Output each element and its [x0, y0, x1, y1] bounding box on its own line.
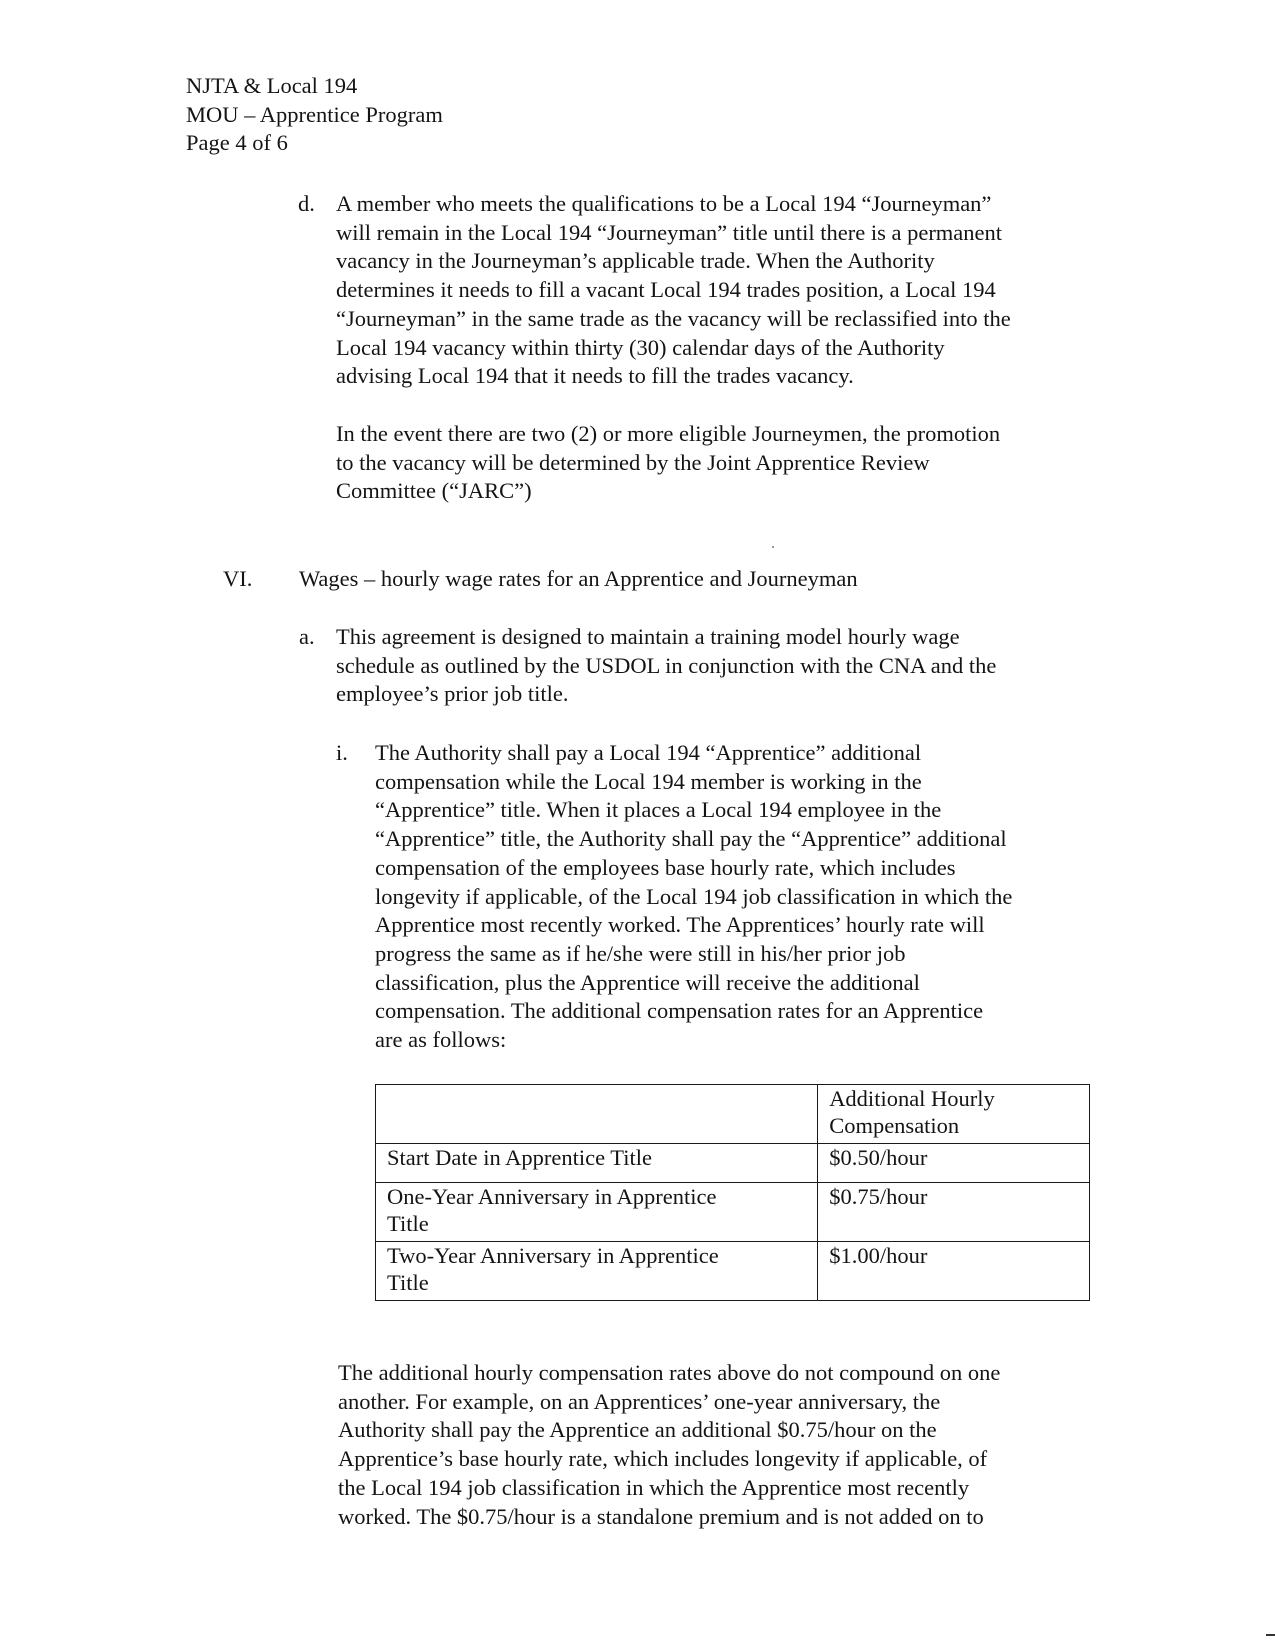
- paragraph-line: will remain in the Local 194 “Journeyman” title until there is a permanent: [336, 219, 1003, 245]
- table-cell-text: Title: [387, 1210, 429, 1236]
- paragraph-line: advising Local 194 that it needs to fill the trades vacancy.: [336, 363, 854, 389]
- paragraph-d: [336, 190, 1106, 391]
- paragraph-line: worked. The $0.75/hour is a standalone premium and is not added on to: [338, 1503, 984, 1529]
- paragraph-line: determines it needs to fill a vacant Local 194 trades position, a Local 194: [336, 277, 996, 303]
- paragraph-line: progress the same as if he/she were still in his/her prior job: [375, 940, 906, 966]
- paragraph-line: vacancy in the Journeyman’s applicable trade. When the Authority: [336, 248, 935, 274]
- list-marker-i: i.: [336, 740, 348, 765]
- table-cell-value: $1.00/hour: [818, 1242, 1090, 1301]
- table-cell-text: Two-Year Anniversary in Apprentice: [387, 1243, 719, 1268]
- header-line-2: MOU – Apprentice Program: [186, 101, 443, 127]
- paragraph-line: “Apprentice” title. When it places a Local 194 employee in the: [375, 797, 942, 823]
- paragraph-line: This agreement is designed to maintain a training model hourly wage: [336, 624, 960, 649]
- paragraph-line: are as follows:: [375, 1027, 507, 1053]
- header-line-1: NJTA & Local 194: [186, 73, 358, 98]
- paragraph-line: to the vacancy will be determined by the Joint Apprentice Review: [336, 449, 930, 475]
- paragraph-line: schedule as outlined by the USDOL in conjunction with the CNA and the: [336, 652, 997, 678]
- compensation-rates-table: [375, 1084, 1090, 1301]
- paragraph-line: “Apprentice” title, the Authority shall pay the “Apprentice” additional: [375, 826, 1007, 852]
- paragraph-line: A member who meets the qualifications to be a Local 194 “Journeyman”: [336, 191, 992, 216]
- paragraph-line: The Authority shall pay a Local 194 “Apprentice” additional: [375, 740, 922, 765]
- table-cell-text: Title: [387, 1269, 429, 1295]
- paragraph-line: Apprentice most recently worked. The Apprentices’ hourly rate will: [375, 912, 985, 938]
- header-page-number: Page 4 of 6: [186, 130, 288, 156]
- table-header-cell: [818, 1085, 1090, 1144]
- paragraph-line: In the event there are two (2) or more eligible Journeymen, the promotion: [336, 421, 1001, 446]
- list-marker-d: d.: [298, 191, 315, 216]
- table-row: [376, 1242, 1090, 1301]
- table-cell-text: Start Date in Apprentice Title: [387, 1145, 652, 1170]
- table-cell-value: $0.50/hour: [818, 1144, 1090, 1183]
- table-row: [376, 1183, 1090, 1242]
- table-header-text: Compensation: [829, 1112, 960, 1138]
- section-number: VI.: [223, 566, 253, 591]
- paragraph-line: Local 194 vacancy within thirty (30) calendar days of the Authority: [336, 334, 945, 360]
- table-row: [376, 1144, 1090, 1183]
- paragraph-line: another. For example, on an Apprentices’ one-year anniversary, the: [338, 1388, 941, 1414]
- paragraph-d-followup: [336, 420, 1106, 506]
- table-header-row: [376, 1085, 1090, 1144]
- paragraph-line: classification, plus the Apprentice will receive the additional: [375, 969, 920, 995]
- paragraph-line: The additional hourly compensation rates above do not compound on one: [338, 1360, 1001, 1385]
- table-cell-text: One-Year Anniversary in Apprentice: [387, 1184, 717, 1209]
- paragraph-line: Authority shall pay the Apprentice an additional $0.75/hour on the: [338, 1417, 937, 1443]
- paragraph-line: Apprentice’s base hourly rate, which includes longevity if applicable, of: [338, 1446, 988, 1472]
- table-header-cell-empty: [376, 1085, 818, 1144]
- table-cell-label: [376, 1144, 818, 1183]
- table-cell-label: [376, 1242, 818, 1301]
- paragraph-i: [375, 739, 1105, 1055]
- paragraph-note: [338, 1359, 1118, 1531]
- table-header-text: Additional Hourly: [829, 1086, 995, 1111]
- paragraph-a: [336, 623, 1106, 709]
- paragraph-line: compensation of the employees base hourly rate, which includes: [375, 854, 956, 880]
- table-cell-label: [376, 1183, 818, 1242]
- paragraph-line: compensation. The additional compensation rates for an Apprentice: [375, 998, 984, 1024]
- scan-edge-mark: [1266, 1634, 1275, 1636]
- paragraph-line: employee’s prior job title.: [336, 681, 569, 707]
- paragraph-line: Committee (“JARC”): [336, 478, 532, 504]
- paragraph-line: “Journeyman” in the same trade as the vacancy will be reclassified into the: [336, 305, 1011, 331]
- list-marker-a: a.: [299, 624, 315, 649]
- paragraph-line: the Local 194 job classification in which the Apprentice most recently: [338, 1474, 970, 1500]
- page-header: [186, 72, 443, 158]
- scan-speck: [772, 546, 774, 548]
- section-title: Wages – hourly wage rates for an Apprentice and Journeyman: [299, 566, 858, 591]
- paragraph-line: longevity if applicable, of the Local 194 job classification in which the: [375, 883, 1013, 909]
- table-cell-value: $0.75/hour: [818, 1183, 1090, 1242]
- paragraph-line: compensation while the Local 194 member is working in the: [375, 768, 922, 794]
